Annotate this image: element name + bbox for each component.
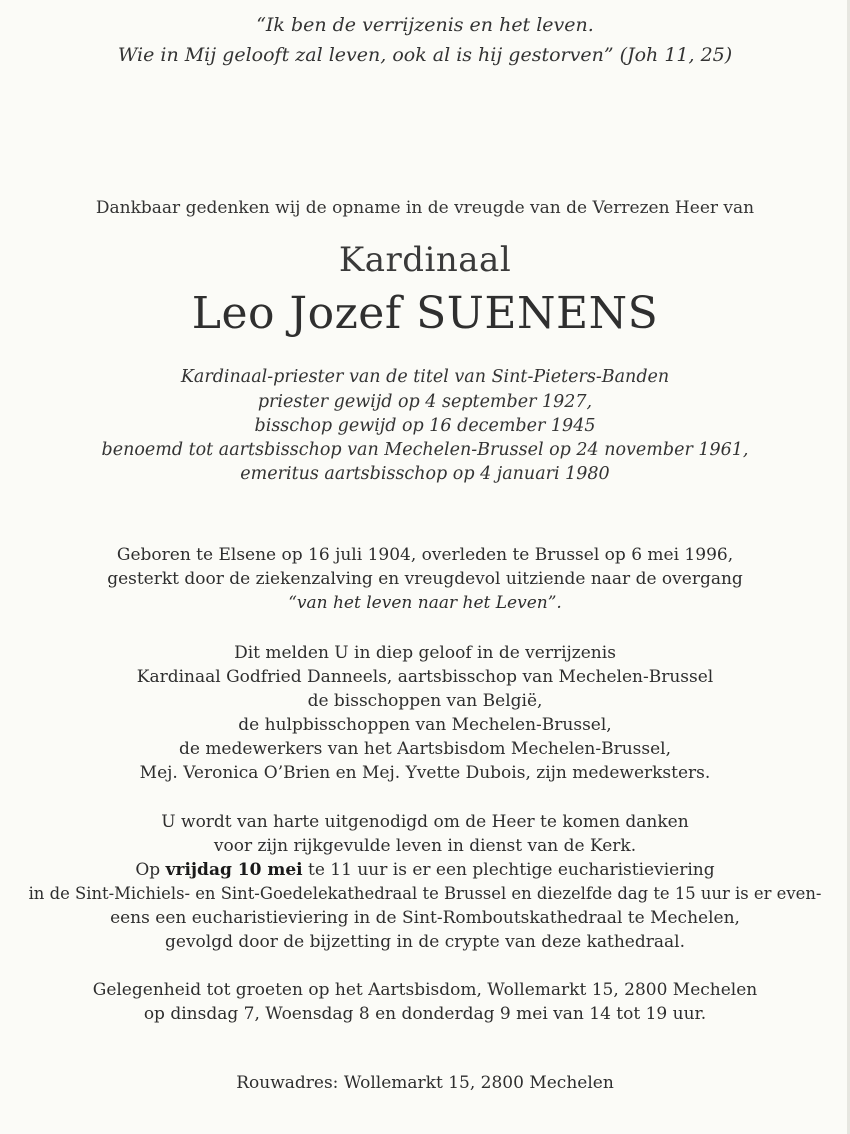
announcer-line-6: Mej. Veronica O’Brien en Mej. Yvette Dubois, zijn medewerksters. [139, 763, 711, 783]
service-date: vrijdag 10 mei [165, 860, 303, 880]
birth-death-line-3: “van het leven naar het Leven”. [288, 593, 562, 613]
invitation-line-1: U wordt van harte uitgenodigd om de Heer te komen danken [161, 812, 689, 832]
birth-death-line-1: Geboren te Elsene op 16 juli 1904, overleden te Brussel op 6 mei 1996, [116, 545, 734, 565]
title-rank: Kardinaal [338, 240, 512, 280]
invitation-line-3 [0, 860, 850, 880]
birth-death-line-2: gesterkt door de ziekenzalving en vreugdevol uitziende naar de overgang [107, 569, 743, 589]
announcer-line-1: Dit melden U in diep geloof in de verrijzenis [234, 643, 616, 663]
deceased-name: Leo Jozef SUENENS [191, 288, 659, 339]
intro-text: Dankbaar gedenken wij de opname in de vreugde van de Verrezen Heer van [95, 198, 755, 218]
invitation-line-3-post: te 11 uur is er een plechtige eucharistieviering [308, 860, 715, 880]
announcer-line-3: de bisschoppen van België, [307, 691, 543, 711]
career-line-1: Kardinaal-priester van de titel van Sint-Pieters-Banden [180, 367, 670, 387]
visitation-line-2: op dinsdag 7, Woensdag 8 en donderdag 9 mei van 14 tot 19 uur. [143, 1004, 707, 1024]
announcer-line-4: de hulpbisschoppen van Mechelen-Brussel, [238, 715, 612, 735]
invitation-line-3-pre: Op [135, 860, 161, 880]
invitation-line-5: eens een eucharistieviering in de Sint-Romboutskathedraal te Mechelen, [110, 908, 740, 928]
bible-quote-line-1: “Ik ben de verrijzenis en het leven. [256, 14, 594, 36]
career-line-4: benoemd tot aartsbisschop van Mechelen-Brussel op 24 november 1961, [101, 440, 749, 460]
condolence-address: Rouwadres: Wollemarkt 15, 2800 Mechelen [236, 1073, 614, 1093]
invitation-line-4: in de Sint-Michiels- en Sint-Goedelekathedraal te Brussel en diezelfde dag te 15 uur is er even- [28, 884, 822, 903]
announcer-line-5: de medewerkers van het Aartsbisdom Mechelen-Brussel, [178, 739, 672, 759]
invitation-line-6: gevolgd door de bijzetting in de crypte van deze kathedraal. [165, 932, 685, 952]
career-line-3: bisschop gewijd op 16 december 1945 [254, 416, 596, 436]
bible-quote-line-2: Wie in Mij gelooft zal leven, ook al is hij gestorven” (Joh 11, 25) [117, 44, 733, 66]
visitation-line-1: Gelegenheid tot groeten op het Aartsbisdom, Wollemarkt 15, 2800 Mechelen [92, 980, 758, 1000]
announcer-line-2: Kardinaal Godfried Danneels, aartsbisschop van Mechelen-Brussel [136, 667, 714, 687]
career-line-2: priester gewijd op 4 september 1927, [257, 392, 593, 412]
career-line-5: emeritus aartsbisschop op 4 januari 1980 [240, 464, 610, 484]
invitation-line-2: voor zijn rijkgevulde leven in dienst van de Kerk. [213, 836, 637, 856]
